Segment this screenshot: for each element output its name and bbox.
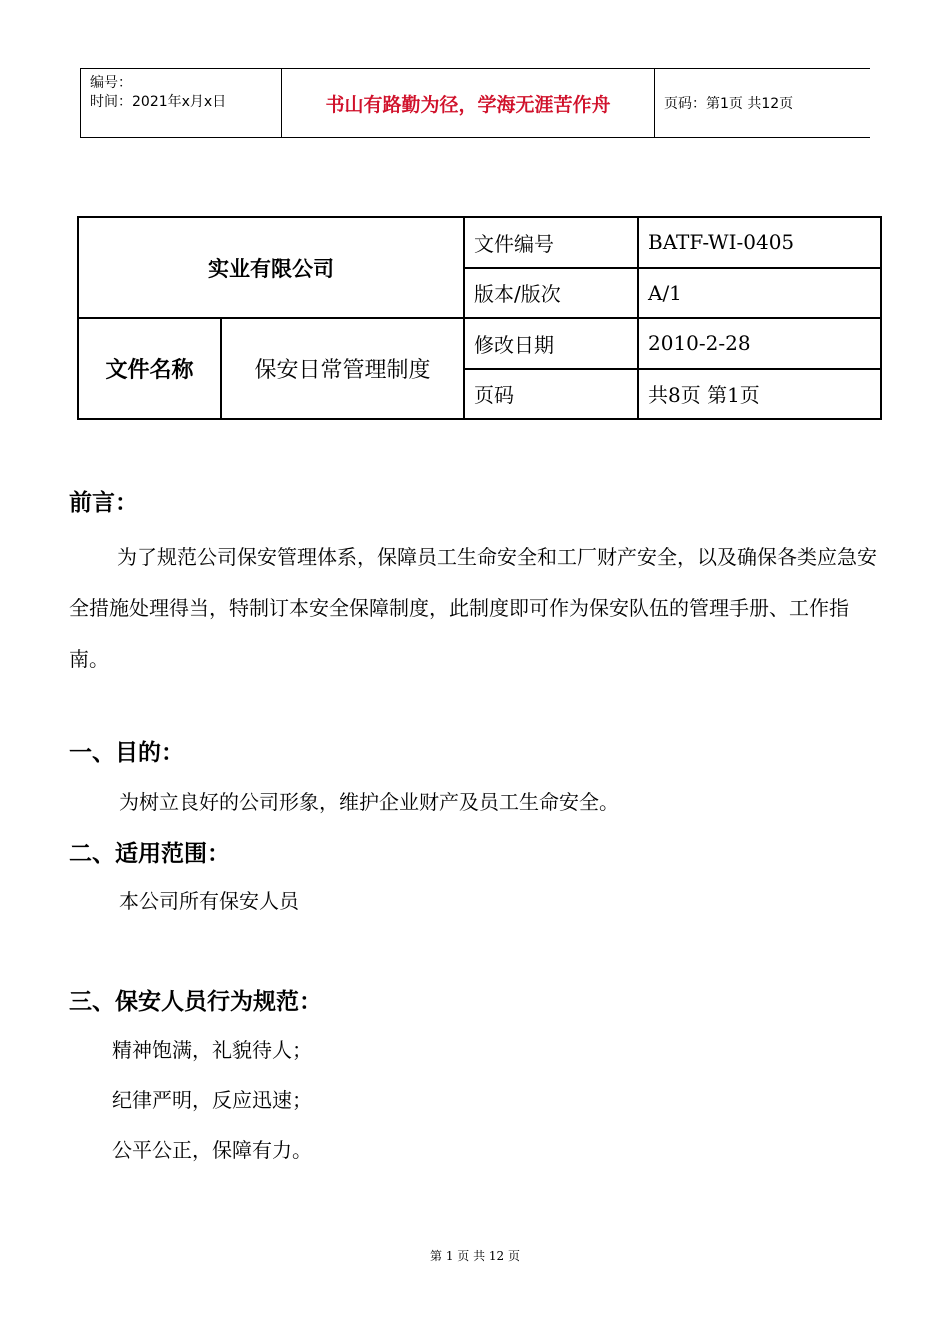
header-meta [80,69,281,137]
document-info-table [77,216,882,420]
time-label: 时间：2021年x月x日 [90,94,227,110]
section1-heading: 一、目的： [69,740,184,766]
header-motto: 书山有路勤为径，学海无涯苦作舟 [281,69,655,137]
preface-text [69,532,885,685]
section3-line: 公平公正，保障有力。 [112,1138,312,1162]
section1-text: 为树立良好的公司形象，维护企业财产及员工生命安全。 [119,790,619,814]
section3-line: 精神饱满，礼貌待人； [112,1038,312,1062]
doc-no-label: 文件编号 [464,217,638,268]
section3-line: 纪律严明，反应迅速； [112,1088,312,1112]
page-footer: 第 1 页 共 12 页 [430,1249,520,1263]
number-label: 编号： [90,75,132,91]
version-label: 版本/版次 [464,268,638,319]
date-value: 2010-2-28 [638,318,881,369]
date-label: 修改日期 [464,318,638,369]
preface-heading: 前言： [69,490,138,516]
file-name-label: 文件名称 [78,318,221,419]
section2-heading: 二、适用范围： [69,841,230,867]
section3-heading: 三、保安人员行为规范： [69,989,322,1015]
preface-body: 为了规范公司保安管理体系，保障员工生命安全和工厂财产安全，以及确保各类应急安全措施处理得当，特制订本安全保障制度，此制度即可作为保安队伍的管理手册、工作指南。 [69,545,877,671]
page-value: 共8页 第1页 [638,369,881,420]
doc-no-value: BATF-WI-0405 [638,217,881,268]
header-page-label: 页码：第1页 共12页 [664,96,794,112]
company-name: 实业有限公司 [78,217,464,318]
section2-text: 本公司所有保安人员 [119,889,299,913]
page-label: 页码 [464,369,638,420]
page-header [80,68,870,138]
version-value: A/1 [638,268,881,319]
file-name-value: 保安日常管理制度 [221,318,464,419]
